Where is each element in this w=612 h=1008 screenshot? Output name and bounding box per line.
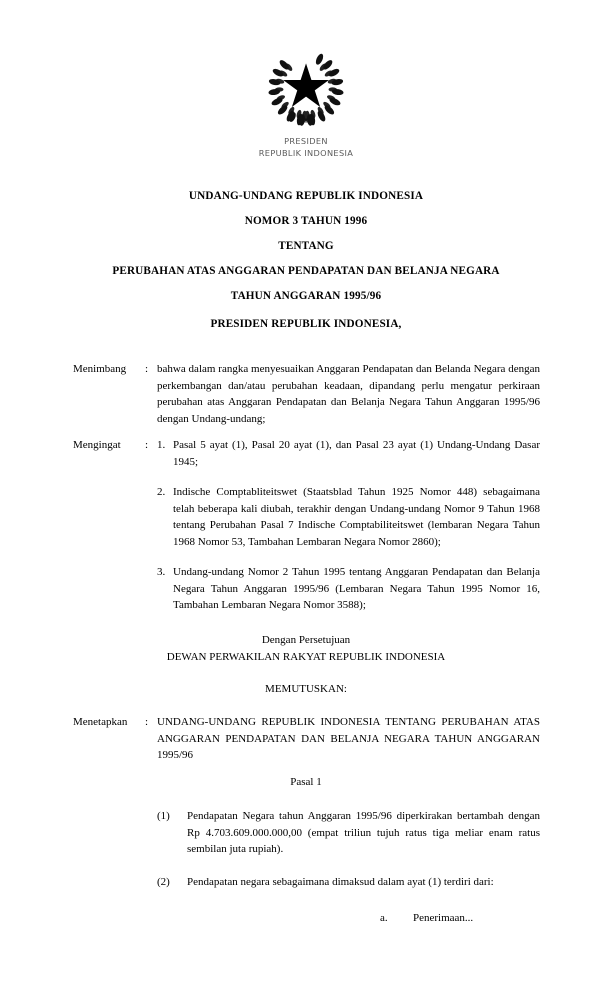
list-item <box>157 484 540 550</box>
list-item <box>157 437 540 470</box>
list-item-number: 1. <box>157 439 166 451</box>
emblem-caption <box>0 136 612 159</box>
list-item-number: 3. <box>157 566 166 578</box>
indonesian-presidential-seal-icon <box>260 48 352 132</box>
list-item-text: Indische Comptabliteitswet (Staatsblad Tahun 1925 Nomor 448) sebagaimana telah beberapa kali diubah, terakhir dengan Undang-undang Nomor 9 Tahun 1968 tentang Perubahan Pasal 7 Indische Comptabiliteitswet (lembaran Negara Tahun 1968 Nomor 53, Tambahan Lembaran Negara Nomor 2860); <box>173 486 540 548</box>
memutuskan-heading: MEMUTUSKAN: <box>265 683 347 695</box>
mengingat-list <box>157 437 540 614</box>
page-catchword <box>380 910 540 927</box>
persetujuan-line-1: Dengan Persetujuan <box>261 634 351 646</box>
menimbang-label: Menimbang <box>73 363 127 375</box>
menimbang-clause <box>73 361 540 427</box>
mengingat-colon: : <box>145 439 149 451</box>
list-item-text: Undang-undang Nomor 2 Tahun 1995 tentang Anggaran Pendapatan dan Belanja Negara Tahun Anggaran 1995/96 (Lembaran Negara Tahun 1995 Nomor 16, Tambahan Lembaran Negara Nomor 3588); <box>173 566 540 611</box>
catchword-letter: a. <box>380 912 388 924</box>
mengingat-clause <box>73 437 540 614</box>
menetapkan-colon: : <box>145 716 149 728</box>
emblem-caption-line-2: REPUBLIK INDONESIA <box>258 147 354 158</box>
menetapkan-label: Menetapkan <box>73 716 128 728</box>
document-title-block <box>36 184 576 309</box>
title-line-2: NOMOR 3 TAHUN 1996 <box>244 215 368 227</box>
ayat-text: Pendapatan negara sebagaimana dimaksud dalam ayat (1) terdiri dari: <box>187 875 494 888</box>
ayat-item <box>157 808 540 858</box>
menetapkan-body: UNDANG-UNDANG REPUBLIK INDONESIA TENTANG PERUBAHAN ATAS ANGGARAN PENDAPATAN DAN BELANJA NEGARA TAHUN ANGGARAN 1995/96 <box>157 716 540 761</box>
ayat-item <box>157 874 540 891</box>
presiden-heading: PRESIDEN REPUBLIK INDONESIA, <box>210 318 402 330</box>
menimbang-colon: : <box>145 363 149 375</box>
list-item-number: 2. <box>157 486 166 498</box>
title-line-5: TAHUN ANGGARAN 1995/96 <box>230 290 382 302</box>
title-line-3: TENTANG <box>278 240 334 252</box>
title-line-4: PERUBAHAN ATAS ANGGARAN PENDAPATAN DAN BELANJA NEGARA <box>112 265 500 277</box>
list-item-text: Pasal 5 ayat (1), Pasal 20 ayat (1), dan Pasal 23 ayat (1) Undang-Undang Dasar 1945; <box>173 439 540 468</box>
menimbang-body: bahwa dalam rangka menyesuaikan Anggaran Pendapatan dan Belanda Negara dengan perkembangan dan/atau perubahan keadaan, dipandang perlu mengatur perkiraan perubahan atas Anggaran Pendapatan dan Belanja Negara Tahun Anggaran 1995/96 dengan Undang-undang; <box>157 363 540 425</box>
catchword-text: Penerimaan... <box>413 912 474 924</box>
title-line-1: UNDANG-UNDANG REPUBLIK INDONESIA <box>188 190 424 202</box>
emblem-caption-line-1: PRESIDEN <box>284 136 328 146</box>
ayat-text: Pendapatan Negara tahun Anggaran 1995/96 diperkirakan bertambah dengan Rp 4.703.609.000.000,00 (empat triliun tujuh ratus tiga meliar enam ratus sembilan juta rupiah). <box>187 810 540 855</box>
mengingat-label: Mengingat <box>73 439 121 451</box>
persetujuan-block <box>36 632 576 665</box>
menetapkan-clause <box>73 714 540 764</box>
pasal-heading: Pasal 1 <box>290 776 322 788</box>
list-item <box>157 564 540 614</box>
ayat-list <box>157 808 540 890</box>
persetujuan-line-2: DEWAN PERWAKILAN RAKYAT REPUBLIK INDONESIA <box>166 650 446 663</box>
mengingat-body <box>157 437 540 614</box>
presidential-emblem-block <box>0 48 612 159</box>
ayat-number: (2) <box>157 875 170 888</box>
ayat-number: (1) <box>157 810 170 822</box>
